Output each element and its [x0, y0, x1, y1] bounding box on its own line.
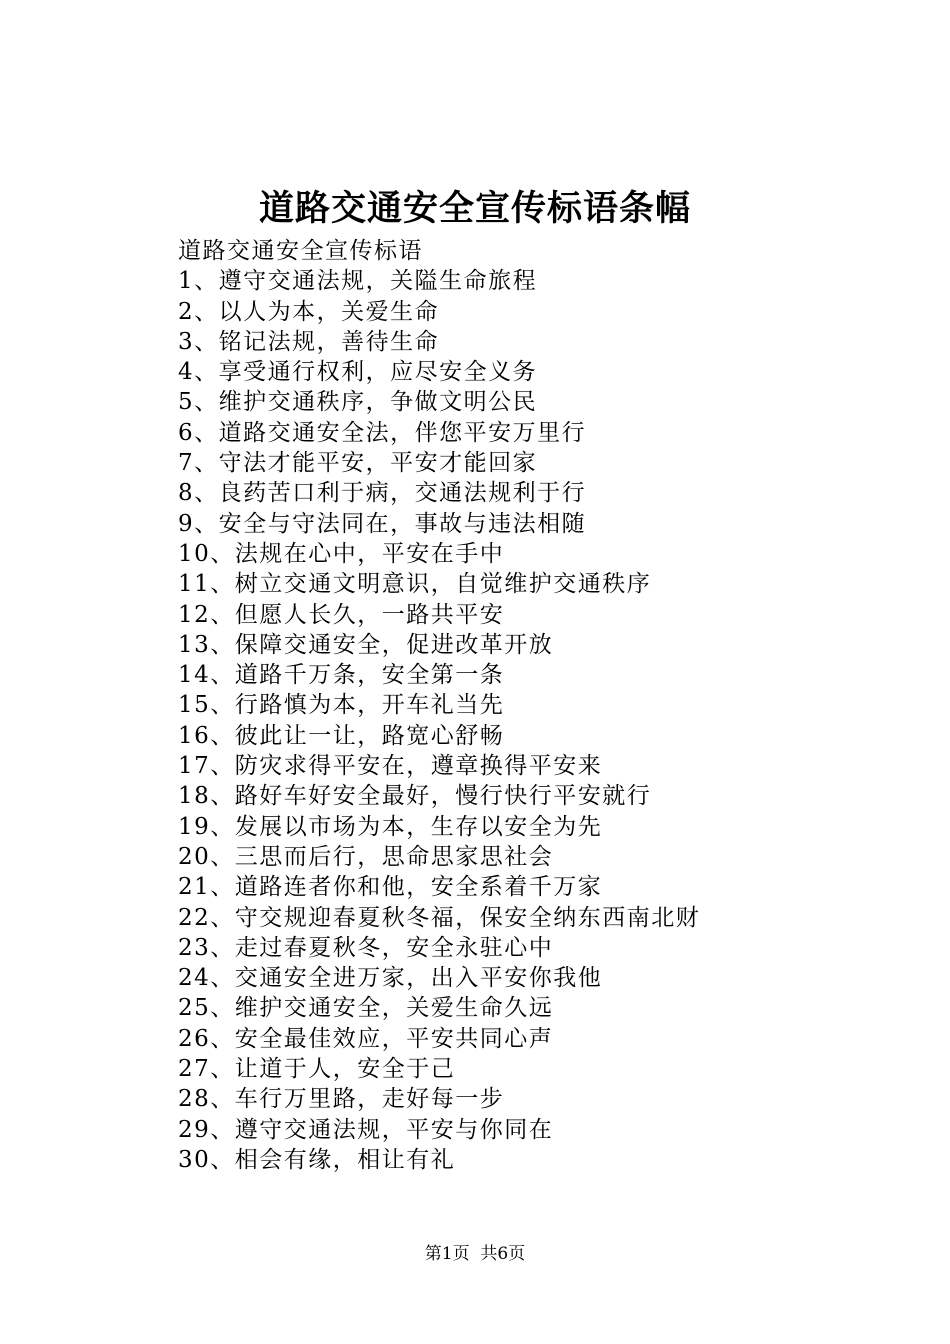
slogan-item: 27、让道于人，安全于己	[178, 1056, 456, 1083]
page-footer	[0, 1242, 950, 1266]
slogan-item: 15、行路慎为本，开车礼当先	[178, 692, 505, 719]
slogan-item: 6、道路交通安全法，伴您平安万里行	[178, 419, 587, 446]
slogan-item: 20、三思而后行，思命思家思社会	[178, 843, 554, 870]
slogan-item: 25、维护交通安全，关爱生命久远	[178, 995, 554, 1022]
slogan-item: 5、维护交通秩序，争做文明公民	[178, 389, 538, 416]
slogan-item: 17、防灾求得平安在，遵章换得平安来	[178, 753, 603, 780]
document-body	[178, 236, 898, 1175]
slogan-item: 29、遵守交通法规，平安与你同在	[178, 1116, 554, 1143]
slogan-item: 18、路好车好安全最好，慢行快行平安就行	[178, 783, 652, 810]
slogan-item: 23、走过春夏秋冬，安全永驻心中	[178, 934, 554, 961]
page-number: 第1页 共6页	[424, 1244, 526, 1264]
slogan-item: 26、安全最佳效应，平安共同心声	[178, 1025, 554, 1052]
slogan-heading: 道路交通安全宣传标语	[178, 238, 423, 264]
slogan-item: 14、道路千万条，安全第一条	[178, 662, 505, 689]
slogan-item: 13、保障交通安全，促进改革开放	[178, 631, 554, 658]
slogan-item: 21、道路连者你和他，安全系着千万家	[178, 874, 603, 901]
slogan-item: 19、发展以市场为本，生存以安全为先	[178, 813, 603, 840]
slogan-item: 24、交通安全进万家，出入平安你我他	[178, 965, 603, 992]
slogan-item: 3、铭记法规，善待生命	[178, 328, 440, 355]
slogan-item: 4、享受通行权利，应尽安全义务	[178, 359, 538, 386]
slogan-item: 12、但愿人长久，一路共平安	[178, 601, 505, 628]
slogan-item: 2、以人为本，关爱生命	[178, 298, 440, 325]
slogan-item: 10、法规在心中，平安在手中	[178, 540, 505, 567]
slogan-item: 16、彼此让一让，路宽心舒畅	[178, 722, 505, 749]
slogan-list	[178, 266, 898, 1175]
document-title: 道路交通安全宣传标语条幅	[258, 188, 691, 229]
slogan-item: 11、树立交通文明意识，自觉维护交通秩序	[178, 571, 652, 598]
slogan-item: 7、守法才能平安，平安才能回家	[178, 450, 538, 477]
slogan-item: 22、守交规迎春夏秋冬福，保安全纳东西南北财	[178, 904, 701, 931]
slogan-item: 8、良药苦口利于病，交通法规利于行	[178, 480, 587, 507]
slogan-item: 28、车行万里路，走好每一步	[178, 1086, 505, 1113]
slogan-item: 30、相会有缘，相让有礼	[178, 1146, 456, 1173]
slogan-item: 1、遵守交通法规，关隘生命旅程	[178, 268, 538, 295]
slogan-item: 9、安全与守法同在，事故与违法相随	[178, 510, 587, 537]
